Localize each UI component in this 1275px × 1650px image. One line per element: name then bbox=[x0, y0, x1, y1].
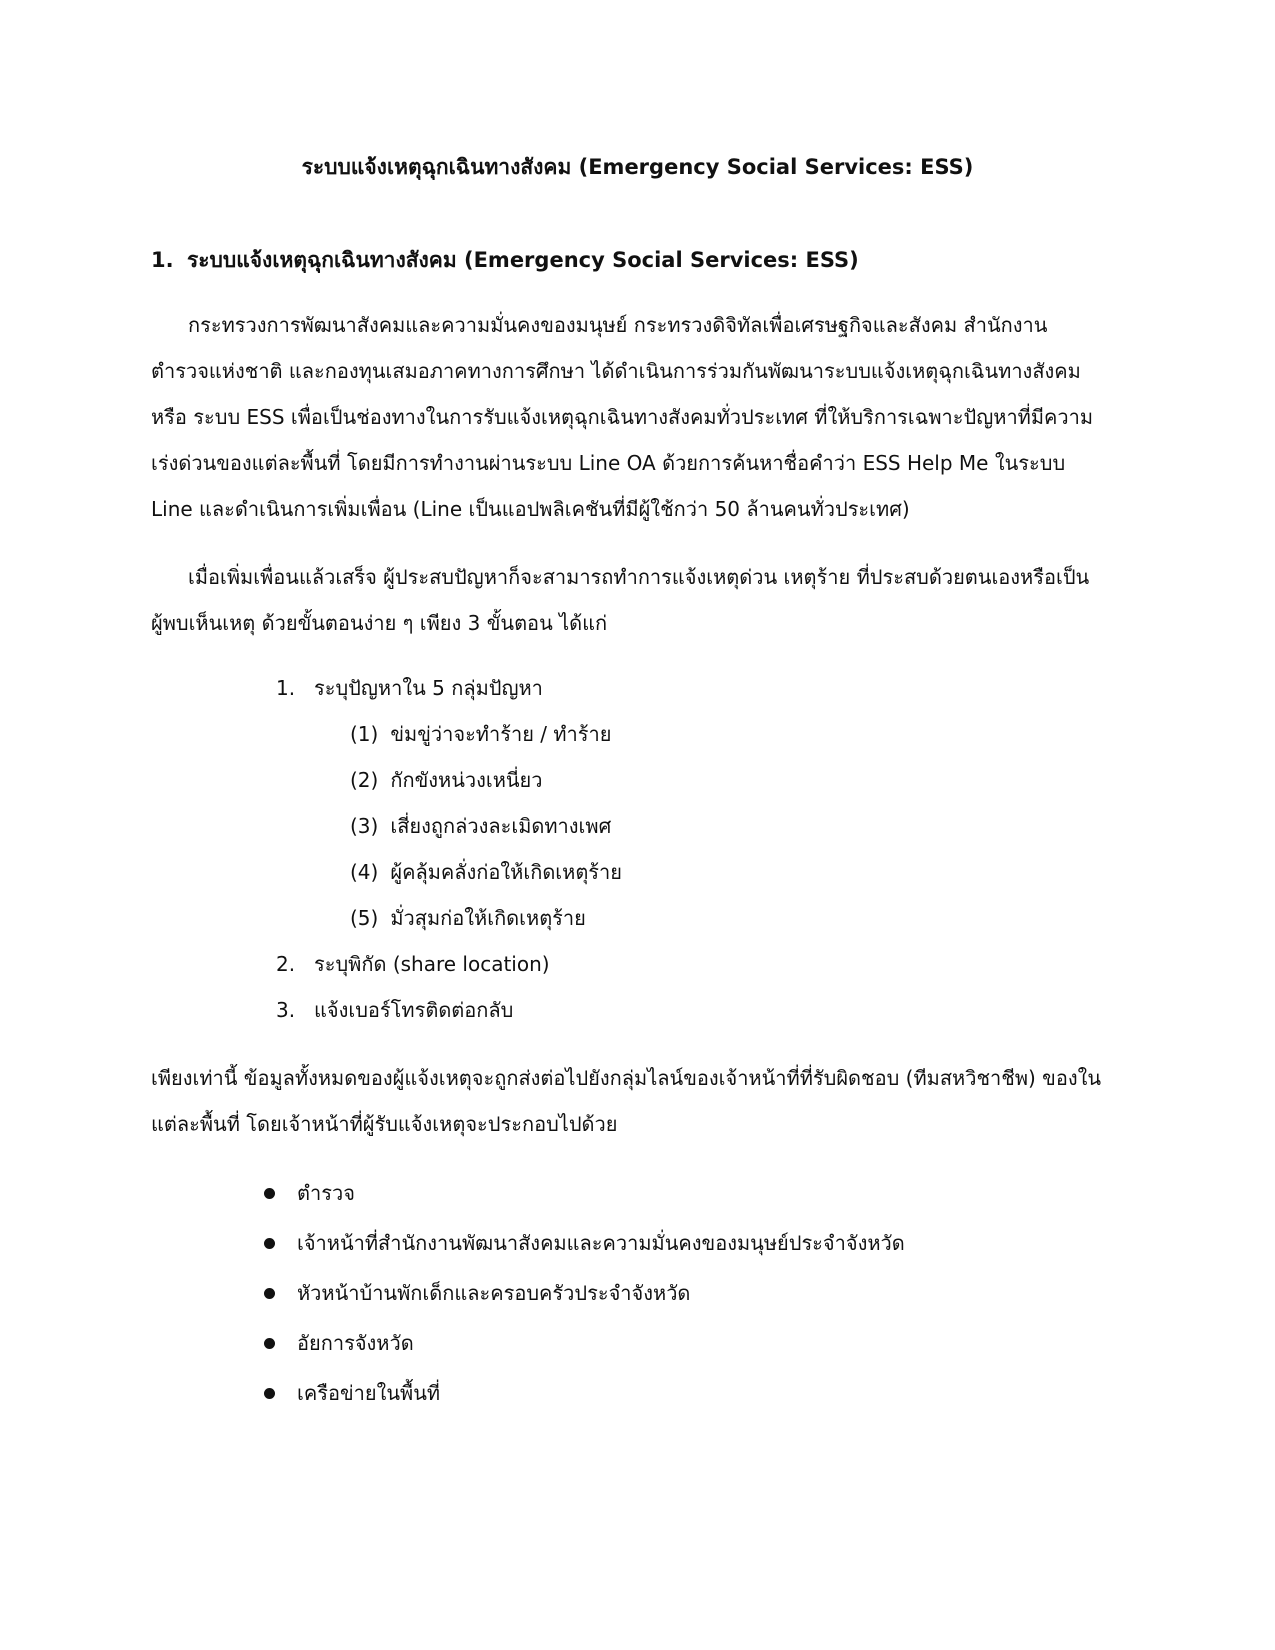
section-number: 1. bbox=[151, 248, 174, 272]
paragraph-line: แต่ละพื้นที่ โดยเจ้าหน้าที่ผู้รับแจ้งเหตุจะประกอบไปด้วย bbox=[151, 1112, 618, 1136]
steps-list bbox=[276, 665, 622, 1033]
step-text: ระบุพิกัด (share location) bbox=[314, 952, 550, 976]
responders-list bbox=[264, 1168, 905, 1418]
paragraph-line: Line และดำเนินการเพิ่มเพื่อน (Line เป็นแอปพลิเคชันที่มีผู้ใช้กว่า 50 ล้านคนทั่วประเทศ) bbox=[151, 497, 910, 521]
sub-item-text: เสี่ยงถูกล่วงละเมิดทางเพศ bbox=[390, 814, 612, 838]
sub-item-number: (4) bbox=[350, 860, 379, 884]
problem-group-item bbox=[350, 803, 622, 849]
bullet-icon bbox=[264, 1338, 275, 1349]
responder-text: ตำรวจ bbox=[297, 1181, 355, 1205]
step-number: 2. bbox=[276, 952, 296, 976]
paragraph-line: กระทรวงการพัฒนาสังคมและความมั่นคงของมนุษย์ กระทรวงดิจิทัลเพื่อเศรษฐกิจและสังคม สำนักงาน bbox=[188, 313, 1048, 337]
problem-group-item bbox=[350, 849, 622, 895]
step-number: 3. bbox=[276, 998, 296, 1022]
responder-text: อัยการจังหวัด bbox=[297, 1331, 414, 1355]
problem-group-item bbox=[350, 757, 622, 803]
paragraph-line: ผู้พบเห็นเหตุ ด้วยขั้นตอนง่าย ๆ เพียง 3 ขั้นตอน ได้แก่ bbox=[151, 611, 608, 635]
responder-item bbox=[264, 1218, 905, 1268]
document-title: ระบบแจ้งเหตุฉุกเฉินทางสังคม (Emergency Social Services: ESS) bbox=[301, 155, 974, 179]
responder-item bbox=[264, 1168, 905, 1218]
paragraph-line: ตำรวจแห่งชาติ และกองทุนเสมอภาคทางการศึกษา ได้ดำเนินการร่วมกันพัฒนาระบบแจ้งเหตุฉุกเฉินทางสังคม bbox=[151, 359, 1081, 383]
sub-item-text: กักขังหน่วงเหนี่ยว bbox=[390, 768, 543, 792]
bullet-icon bbox=[264, 1188, 275, 1199]
step-text: ระบุปัญหาใน 5 กลุ่มปัญหา bbox=[314, 676, 543, 700]
section-heading-text: ระบบแจ้งเหตุฉุกเฉินทางสังคม (Emergency Social Services: ESS) bbox=[187, 248, 859, 272]
bullet-icon bbox=[264, 1288, 275, 1299]
step-item bbox=[276, 987, 622, 1033]
sub-item-text: ข่มขู่ว่าจะทำร้าย / ทำร้าย bbox=[390, 722, 612, 746]
step-item bbox=[276, 941, 622, 987]
responder-text: เจ้าหน้าที่สำนักงานพัฒนาสังคมและความมั่นคงของมนุษย์ประจำจังหวัด bbox=[297, 1231, 905, 1255]
sub-item-number: (5) bbox=[350, 906, 379, 930]
paragraph-line: หรือ ระบบ ESS เพื่อเป็นช่องทางในการรับแจ้งเหตุฉุกเฉินทางสังคมทั่วประเทศ ที่ให้บริการเฉพาะปัญหาที่มีความ bbox=[151, 405, 1094, 429]
sub-item-number: (3) bbox=[350, 814, 379, 838]
step-number: 1. bbox=[276, 676, 296, 700]
sub-item-text: มั่วสุมก่อให้เกิดเหตุร้าย bbox=[390, 906, 586, 930]
sub-item-number: (1) bbox=[350, 722, 379, 746]
responder-item bbox=[264, 1368, 905, 1418]
paragraph-line: เพียงเท่านี้ ข้อมูลทั้งหมดของผู้แจ้งเหตุจะถูกส่งต่อไปยังกลุ่มไลน์ของเจ้าหน้าที่ที่รับผิดชอบ (ทีมสหวิชาชีพ) ของใน bbox=[151, 1066, 1102, 1090]
sub-item-text: ผู้คลุ้มคลั่งก่อให้เกิดเหตุร้าย bbox=[390, 860, 622, 884]
bullet-icon bbox=[264, 1238, 275, 1249]
responder-text: หัวหน้าบ้านพักเด็กและครอบครัวประจำจังหวัด bbox=[297, 1281, 691, 1305]
step-item bbox=[276, 665, 622, 941]
responder-item bbox=[264, 1268, 905, 1318]
section-heading bbox=[151, 245, 859, 275]
paragraph-line: เร่งด่วนของแต่ละพื้นที่ โดยมีการทำงานผ่านระบบ Line OA ด้วยการค้นหาชื่อคำว่า ESS Help Me ในระบบ bbox=[151, 451, 1066, 475]
step-text: แจ้งเบอร์โทรติดต่อกลับ bbox=[314, 998, 514, 1022]
paragraph-intro bbox=[151, 302, 1131, 532]
problem-groups-list bbox=[276, 711, 622, 941]
responder-item bbox=[264, 1318, 905, 1368]
problem-group-item bbox=[350, 711, 622, 757]
problem-group-item bbox=[350, 895, 622, 941]
paragraph-steps-intro bbox=[151, 554, 1131, 646]
bullet-icon bbox=[264, 1388, 275, 1399]
responder-text: เครือข่ายในพื้นที่ bbox=[297, 1381, 441, 1405]
paragraph-line: เมื่อเพิ่มเพื่อนแล้วเสร็จ ผู้ประสบปัญหาก็จะสามารถทำการแจ้งเหตุด่วน เหตุร้าย ที่ประสบด้วยตนเองหรือเป็น bbox=[188, 565, 1090, 589]
sub-item-number: (2) bbox=[350, 768, 379, 792]
paragraph-responders-intro bbox=[151, 1055, 1131, 1147]
